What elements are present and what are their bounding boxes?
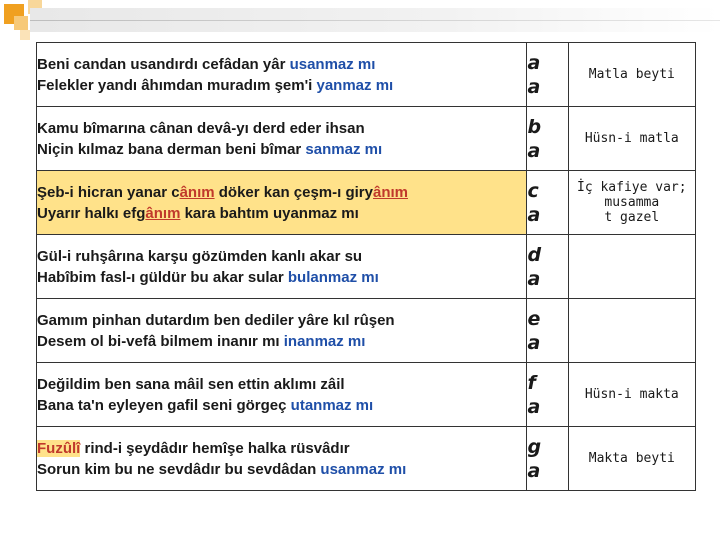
verse-text: Gamım pinhan dutardım ben dediler yâre kıl rûşen — [37, 311, 395, 329]
rhyme-letter: e — [527, 307, 541, 330]
verse-cell — [37, 43, 527, 107]
rhyme-letter: d — [527, 243, 542, 266]
verse-text: döker kan çeşm-ı giry — [214, 183, 373, 201]
rhyme-letter: f — [527, 371, 536, 394]
note-cell — [568, 363, 695, 427]
rhyme-scheme-cell — [527, 427, 568, 491]
verse-cell — [37, 427, 527, 491]
poet-name: Fuzûlî — [37, 439, 81, 457]
verse-line — [37, 54, 526, 75]
note-cell — [568, 235, 695, 299]
rhyme-letter: a — [527, 203, 541, 226]
verse-text: Bana ta'n eyleyen gafil seni görgeç — [37, 396, 291, 414]
rhyme-scheme-cell — [527, 43, 568, 107]
rhyme-word: bulanmaz mı — [287, 268, 379, 286]
verse-text: Desem ol bi-vefâ bilmem inanır mı — [37, 332, 284, 350]
internal-rhyme: ânım — [145, 204, 181, 222]
note-cell — [568, 427, 695, 491]
verse-line — [37, 246, 526, 267]
verse-line — [37, 118, 526, 139]
verse-text: Felekler yandı âhımdan muradım şem'i — [37, 76, 317, 94]
verse-text: Beni candan usandırdı cefâdan yâr — [37, 55, 290, 73]
note-text: Matla beyti — [588, 67, 675, 82]
rhyme-scheme-cell — [527, 363, 568, 427]
rhyme-letter: a — [527, 139, 541, 162]
verse-line — [37, 374, 526, 395]
table-row — [37, 171, 696, 235]
verse-cell — [37, 363, 527, 427]
table-row — [37, 427, 696, 491]
verse-text: Gül-i ruhşârına karşu gözümden kanlı akar su — [37, 247, 363, 265]
rhyme-word: usanmaz mı — [320, 460, 407, 478]
verse-text: Şeb-i hicran yanar c — [37, 183, 180, 201]
top-decor-line — [30, 8, 720, 32]
table-row — [37, 363, 696, 427]
verse-line — [37, 182, 526, 203]
rhyme-word: yanmaz mı — [316, 76, 394, 94]
note-cell — [568, 171, 695, 235]
verse-line — [37, 267, 526, 288]
note-cell — [568, 299, 695, 363]
verse-line — [37, 310, 526, 331]
internal-rhyme: ânım — [179, 183, 215, 201]
decor-square — [14, 16, 28, 30]
note-text: Hüsn-i makta — [584, 387, 679, 402]
verse-line — [37, 75, 526, 96]
verse-cell — [37, 299, 527, 363]
verse-text: Uyarır halkı efg — [37, 204, 146, 222]
rhyme-letter: g — [527, 435, 542, 458]
verse-text: Kamu bîmarına cânan devâ-yı derd eder ihsan — [37, 119, 365, 137]
verse-cell — [37, 107, 527, 171]
table-row — [37, 299, 696, 363]
verse-text: Değildim ben sana mâil sen ettin aklımı zâil — [37, 375, 345, 393]
rhyme-letter: b — [527, 115, 542, 138]
rhyme-letter: a — [527, 395, 541, 418]
rhyme-letter: a — [527, 267, 541, 290]
gazel-table — [36, 42, 696, 491]
verse-line — [37, 459, 526, 480]
decor-square — [20, 30, 30, 40]
verse-text: Sorun kim bu ne sevdâdır bu sevdâdan — [37, 460, 321, 478]
verse-cell — [37, 235, 527, 299]
rhyme-scheme-cell — [527, 107, 568, 171]
rhyme-scheme-cell — [527, 299, 568, 363]
rhyme-word: usanmaz mı — [289, 55, 376, 73]
verse-line — [37, 203, 526, 224]
verse-line — [37, 438, 526, 459]
rhyme-scheme-cell — [527, 171, 568, 235]
rhyme-letter: a — [527, 75, 541, 98]
rhyme-word: inanmaz mı — [283, 332, 366, 350]
note-text: Makta beyti — [588, 451, 675, 466]
rhyme-letter: a — [527, 331, 541, 354]
rhyme-letter: c — [527, 179, 539, 202]
verse-text: rind-i şeydâdır hemîşe halka rüsvâdır — [80, 439, 350, 457]
rhyme-word: utanmaz mı — [290, 396, 374, 414]
verse-line — [37, 139, 526, 160]
verse-text: Niçin kılmaz bana derman beni bîmar — [37, 140, 306, 158]
note-cell — [568, 107, 695, 171]
table-row — [37, 107, 696, 171]
verse-cell — [37, 171, 527, 235]
table-row — [37, 235, 696, 299]
verse-line — [37, 395, 526, 416]
verse-text: kara bahtım uyanmaz mı — [180, 204, 359, 222]
note-text: İç kafiye var; musamma t gazel — [577, 180, 687, 225]
rhyme-scheme-cell — [527, 235, 568, 299]
rhyme-letter: a — [527, 51, 541, 74]
verse-text: Habîbim fasl-ı güldür bu akar sular — [37, 268, 288, 286]
rhyme-letter: a — [527, 459, 541, 482]
note-text: Hüsn-i matla — [584, 131, 679, 146]
verse-line — [37, 331, 526, 352]
table-row — [37, 43, 696, 107]
rhyme-word: sanmaz mı — [305, 140, 383, 158]
internal-rhyme: ânım — [372, 183, 408, 201]
note-cell — [568, 43, 695, 107]
